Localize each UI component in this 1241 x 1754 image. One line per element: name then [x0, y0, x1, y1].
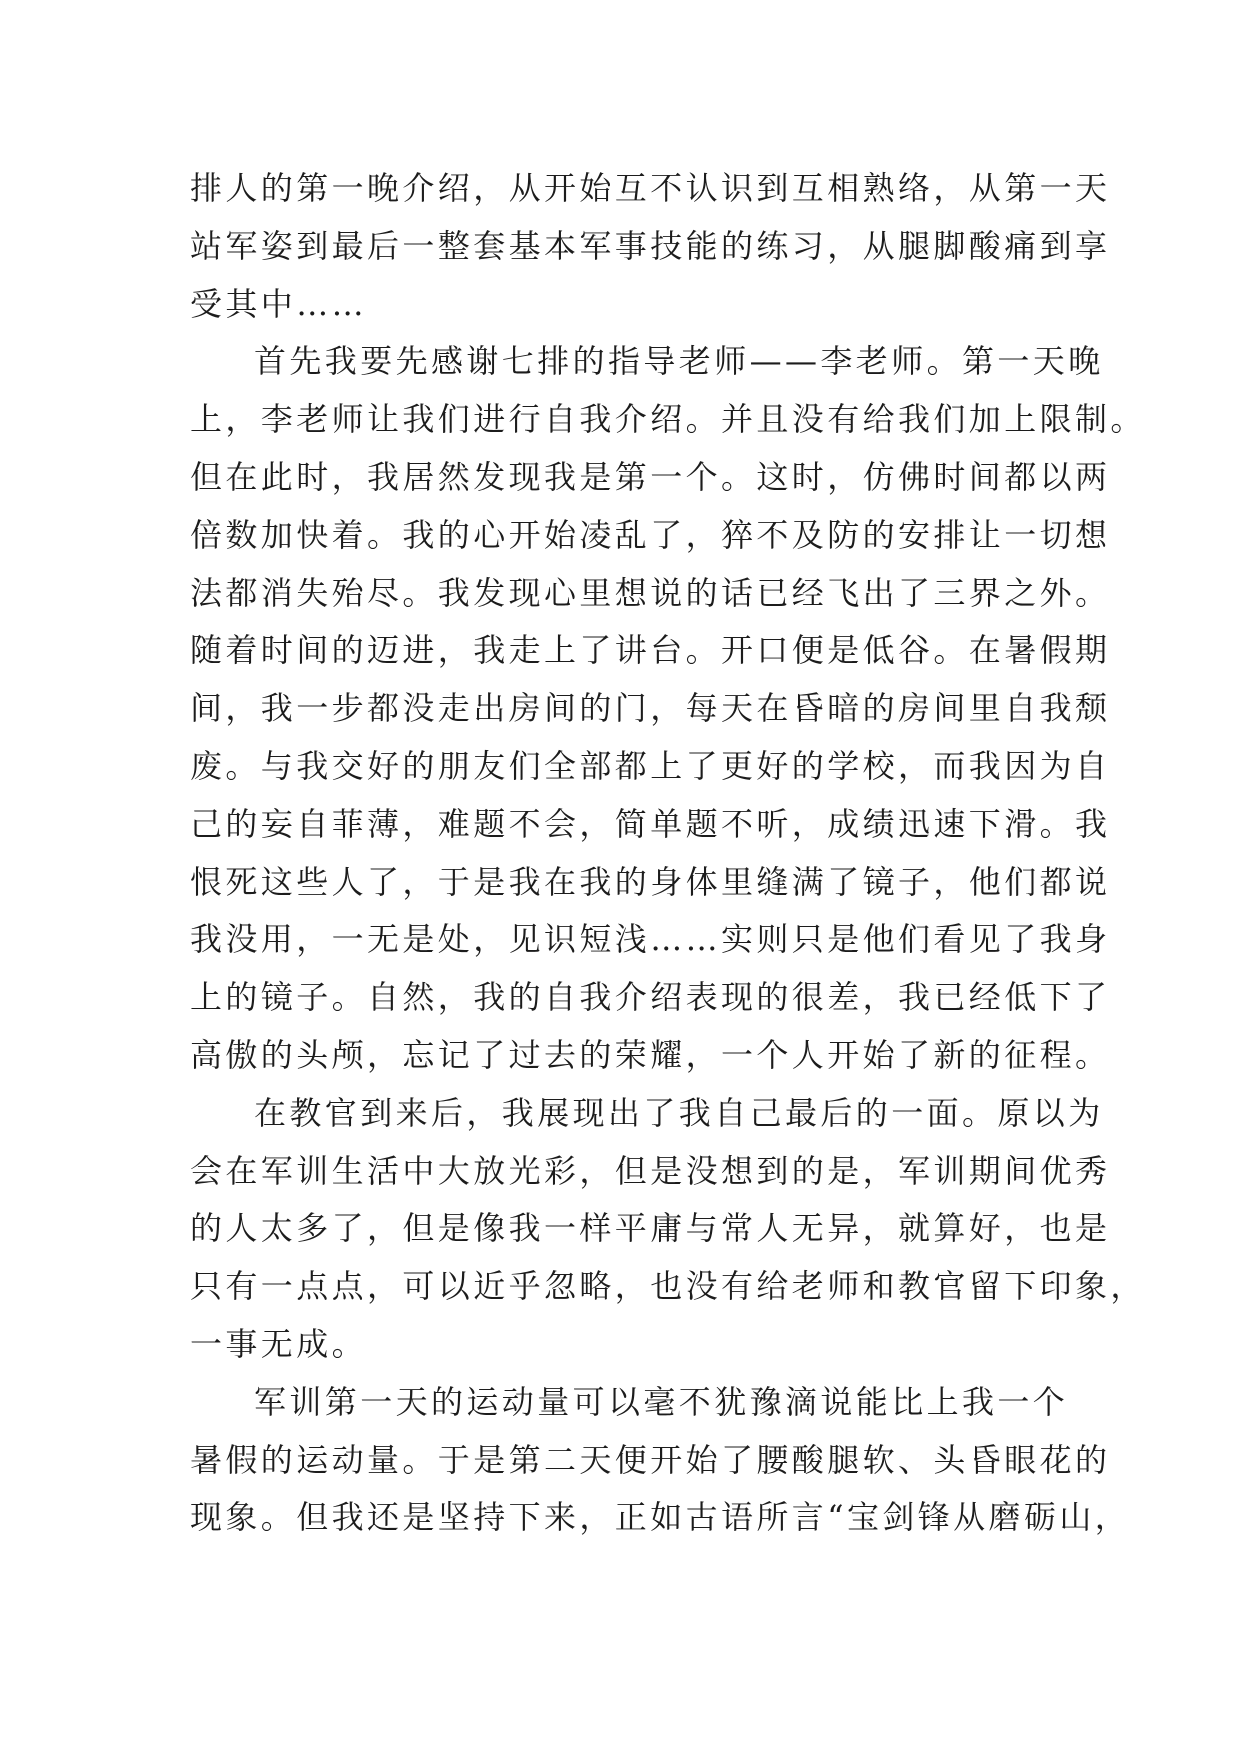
paragraph-first-line: 军训第一天的运动量可以毫不犹豫滴说能比上我一个 — [254, 1382, 1069, 1421]
text-line: 但在此时，我居然发现我是第一个。这时，仿佛时间都以两 — [190, 457, 1111, 496]
text-line: 只有一点点，可以近乎忽略，也没有给老师和教官留下印象， — [190, 1267, 1146, 1306]
text-line: 上，李老师让我们进行自我介绍。并且没有给我们加上限制。 — [190, 400, 1146, 439]
text-line: 一事无成。 — [190, 1324, 368, 1363]
text-line: 倍数加快着。我的心开始凌乱了，猝不及防的安排让一切想 — [190, 515, 1111, 554]
text-line: 排人的第一晚介绍，从开始互不认识到互相熟络，从第一天 — [190, 169, 1111, 207]
text-line: 的人太多了，但是像我一样平庸与常人无异，就算好，也是 — [190, 1209, 1111, 1248]
text-line: 现象。但我还是坚持下来，正如古语所言“宝剑锋从磨砺山， — [190, 1498, 1131, 1537]
text-line: 站军姿到最后一整套基本军事技能的练习，从腿脚酸痛到享 — [190, 226, 1111, 265]
text-line: 受其中…… — [190, 284, 368, 323]
paragraph-first-line: 首先我要先感谢七排的指导老师——李老师。第一天晚 — [254, 342, 1104, 381]
text-line: 法都消失殆尽。我发现心里想说的话已经飞出了三界之外。 — [190, 573, 1111, 612]
text-line: 上的镜子。自然，我的自我介绍表现的很差，我已经低下了 — [190, 978, 1111, 1017]
text-line: 会在军训生活中大放光彩，但是没想到的是，军训期间优秀 — [190, 1151, 1111, 1190]
text-line: 暑假的运动量。于是第二天便开始了腰酸腿软、头昏眼花的 — [190, 1440, 1111, 1479]
paragraph-first-line: 在教官到来后，我展现出了我自己最后的一面。原以为 — [254, 1093, 1104, 1132]
text-line: 恨死这些人了，于是我在我的身体里缝满了镜子，他们都说 — [190, 862, 1111, 901]
body-text — [190, 160, 1146, 1547]
text-line: 间，我一步都没走出房间的门，每天在昏暗的房间里自我颓 — [190, 689, 1111, 728]
text-line: 高傲的头颅，忘记了过去的荣耀，一个人开始了新的征程。 — [190, 1035, 1111, 1074]
text-line: 废。与我交好的朋友们全部都上了更好的学校，而我因为自 — [190, 746, 1111, 785]
text-line: 己的妄自菲薄，难题不会，简单题不听，成绩迅速下滑。我 — [190, 804, 1111, 843]
text-line: 随着时间的迈进，我走上了讲台。开口便是低谷。在暑假期 — [190, 631, 1111, 670]
text-line: 我没用，一无是处，见识短浅……实则只是他们看见了我身 — [190, 920, 1111, 959]
